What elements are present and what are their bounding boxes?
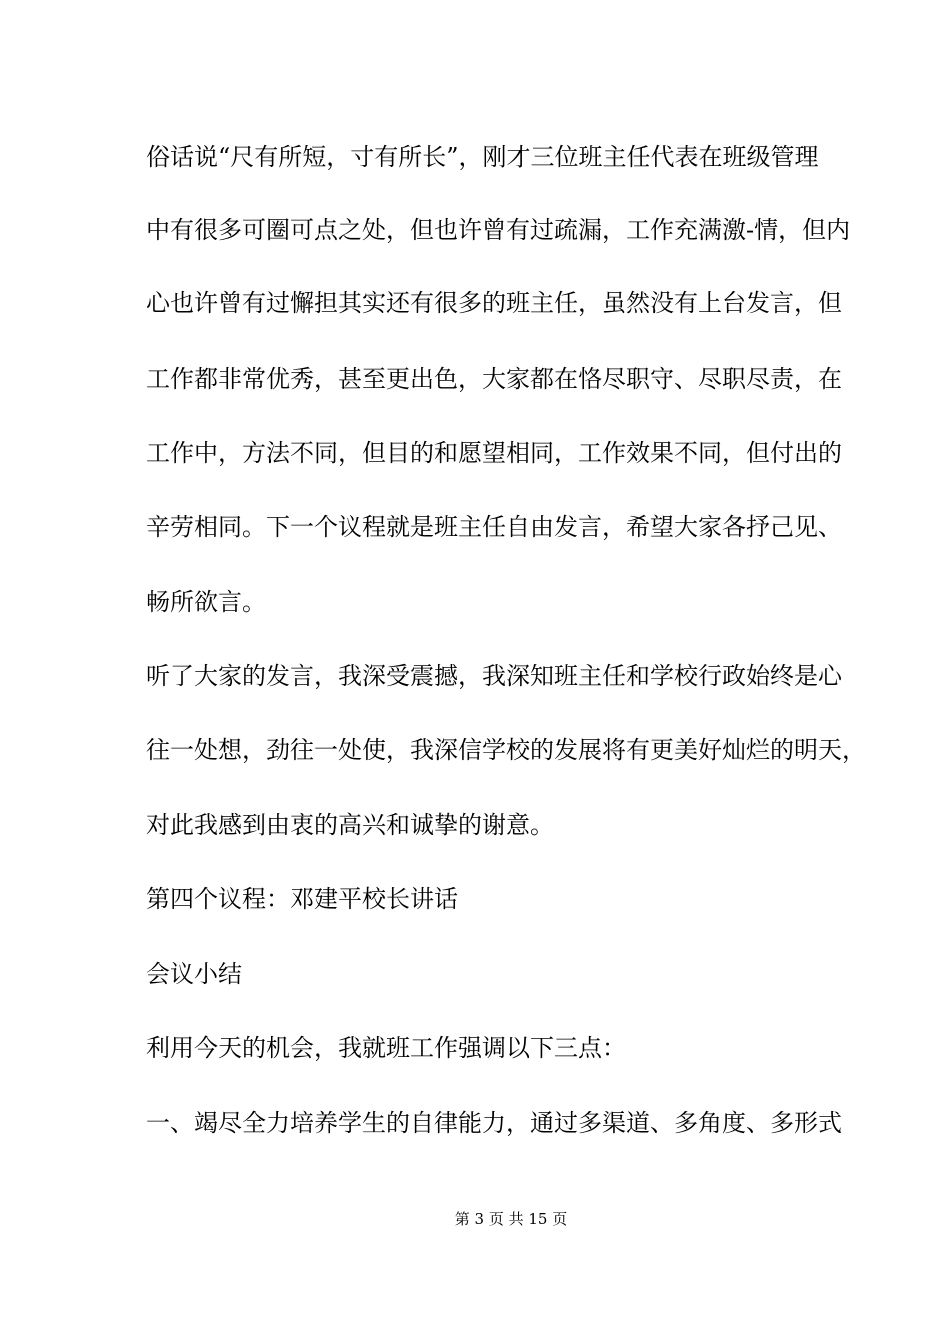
text-line: 心也许曾有过懈担其实还有很多的班主任，虽然没有上台发言，但 bbox=[146, 289, 842, 317]
text-line: 辛劳相同。下一个议程就是班主任自由发言，希望大家各抒己见、 bbox=[146, 513, 842, 541]
text-line: 会议小结 bbox=[146, 960, 242, 988]
text-line: 工作中，方法不同，但目的和愿望相同，工作效果不同，但付出的 bbox=[146, 439, 842, 467]
text-line: 往一处想，劲往一处使，我深信学校的发展将有更美好灿烂的明天， bbox=[146, 736, 866, 764]
text-line: 第四个议程：邓建平校长讲话 bbox=[146, 885, 458, 913]
text-line: 畅所欲言。 bbox=[146, 588, 266, 616]
text-line: 一、竭尽全力培养学生的自律能力，通过多渠道、多角度、多形式 bbox=[146, 1109, 842, 1137]
text-line: 对此我感到由衷的高兴和诚挚的谢意。 bbox=[146, 811, 554, 839]
text-line: 听了大家的发言，我深受震撼，我深知班主任和学校行政始终是心 bbox=[146, 662, 842, 690]
text-line: 中有很多可圈可点之处，但也许曾有过疏漏，工作充满激-情，但内 bbox=[146, 216, 851, 244]
text-line: 俗话说“尺有所短，寸有所长”，刚才三位班主任代表在班级管理 bbox=[146, 143, 819, 171]
text-line: 利用今天的机会，我就班工作强调以下三点： bbox=[146, 1034, 626, 1062]
page-number-footer: 第 3 页 共 15 页 bbox=[454, 1210, 568, 1228]
text-line: 工作都非常优秀，甚至更出色，大家都在恪尽职守、尽职尽责，在 bbox=[146, 365, 842, 393]
